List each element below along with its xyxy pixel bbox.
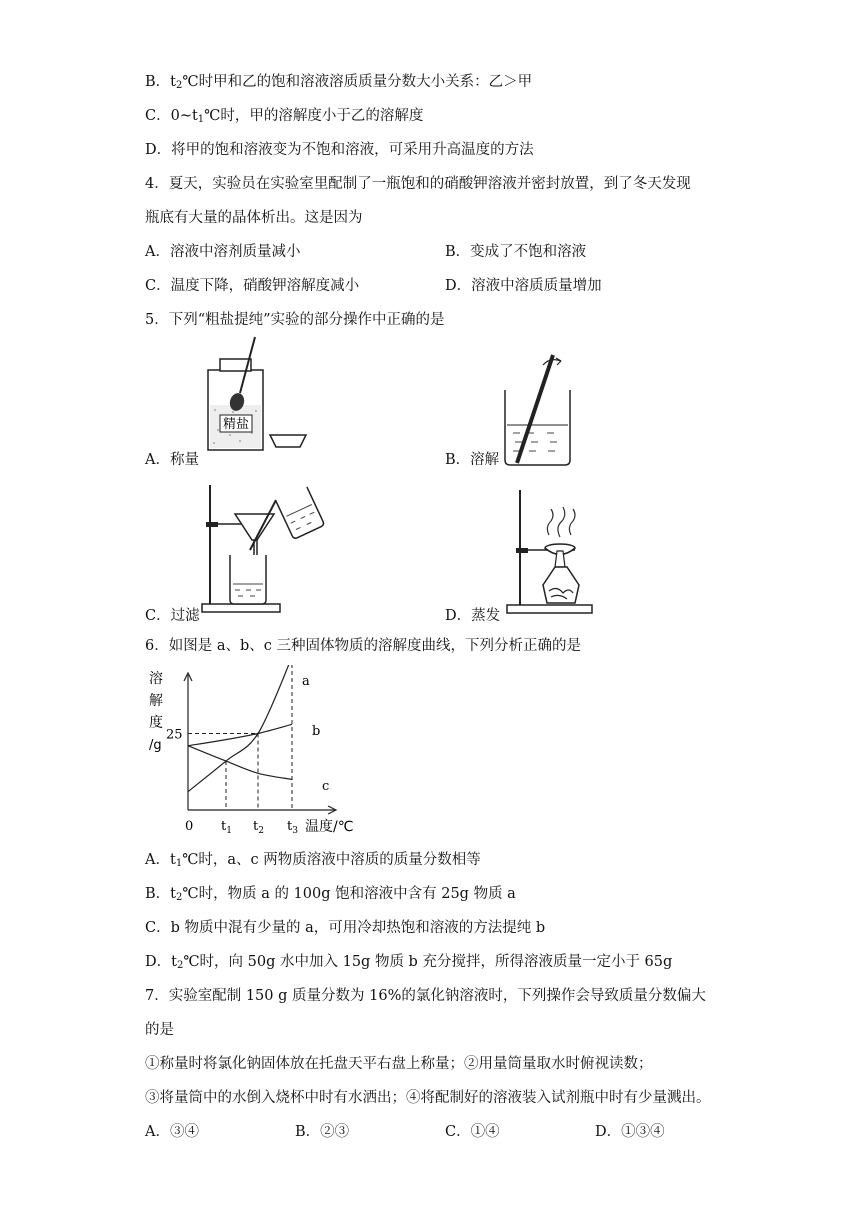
q7-stem-line1: 7．实验室配制 150 g 质量分数为 16%的氯化钠溶液时，下列操作会导致质量分数偏大 [145, 988, 706, 1004]
weighing-figure [200, 335, 310, 455]
x-tick-t2: $t_2$ [253, 819, 264, 836]
q4-option-b: B．变成了不饱和溶液 [445, 244, 587, 260]
series-label-a: a [302, 674, 310, 689]
q7-option-d: D．①③④ [595, 1124, 665, 1140]
x-tick-t3: $t_3$ [287, 819, 298, 836]
bottle-label: 精盐 [222, 417, 250, 432]
curve-c [188, 746, 292, 780]
x-tick-t1: $t_1$ [221, 819, 232, 836]
q4-stem-line1: 4．夏天，实验员在实验室里配制了一瓶饱和的硝酸钾溶液并密封放置，到了冬天发现 [145, 176, 691, 192]
x-tick-0: 0 [185, 819, 194, 834]
ylabel-char-1: 溶 [149, 671, 163, 687]
q4-stem-line2: 瓶底有大量的晶体析出。这是因为 [145, 210, 363, 226]
dissolving-figure [495, 345, 580, 470]
ylabel-char-2: 解 [149, 693, 163, 709]
q6-option-b: B．$t_2℃$时，物质 a 的 100g 饱和溶液中含有 25g 物质 a [145, 886, 516, 903]
q3-option-d: D．将甲的饱和溶液变为不饱和溶液，可采用升高温度的方法 [145, 142, 534, 158]
series-label-c: c [322, 779, 330, 794]
q5-stem: 5．下列“粗盐提纯”实验的部分操作中正确的是 [145, 312, 445, 328]
q3-option-c: C．$0\sim t_1℃$时，甲的溶解度小于乙的溶解度 [145, 108, 424, 125]
evaporating-figure [505, 485, 600, 615]
q5-option-a: A．称量 [145, 452, 199, 468]
q7-option-c: C．①④ [445, 1124, 500, 1140]
x-axis-label: 温度/℃ [305, 819, 354, 835]
q5-option-b: B．溶解 [445, 452, 500, 468]
q6-stem: 6．如图是 a、b、c 三种固体物质的溶解度曲线，下列分析正确的是 [145, 638, 581, 654]
y-tick-25: 25 [166, 727, 183, 743]
filtering-figure [200, 480, 325, 615]
q4-option-a: A．溶液中溶剂质量减小 [145, 244, 301, 260]
q7-stem-line2: 的是 [145, 1022, 174, 1038]
q5-option-c: C．过滤 [145, 608, 200, 624]
q7-statement-line1: ①称量时将氯化钠固体放在托盘天平右盘上称量；②用量筒量取水时俯视读数； [145, 1056, 653, 1072]
q6-option-a: A．$t_1℃$时，a、c 两物质溶液中溶质的质量分数相等 [145, 852, 481, 869]
q6-option-c: C．b 物质中混有少量的 a，可用冷却热饱和溶液的方法提纯 b [145, 920, 546, 936]
q4-option-d: D．溶液中溶质质量增加 [445, 278, 602, 294]
curve-b [188, 724, 292, 745]
q4-option-c: C．温度下降，硝酸钾溶解度减小 [145, 278, 360, 294]
q6-option-d: D．$t_2℃$时，向 50g 水中加入 15g 物质 b 充分搅拌，所得溶液质量一定小于 65g [145, 954, 673, 971]
series-label-b: b [312, 724, 321, 739]
y-axis-label [149, 670, 163, 753]
q7-statement-line2: ③将量筒中的水倒入烧杯中时有水洒出；④将配制好的溶液装入试剂瓶中时有少量溅出。 [145, 1090, 711, 1106]
ylabel-char-3: 度 [149, 715, 163, 731]
q5-option-d: D．蒸发 [445, 608, 501, 624]
q3-option-b: B．$t_2℃$时甲和乙的饱和溶液溶质质量分数大小关系：乙＞甲 [145, 74, 533, 91]
q7-option-a: A．③④ [145, 1124, 199, 1140]
ylabel-char-4: /g [149, 738, 162, 753]
solubility-chart [140, 665, 370, 840]
q7-option-b: B．②③ [295, 1124, 350, 1140]
